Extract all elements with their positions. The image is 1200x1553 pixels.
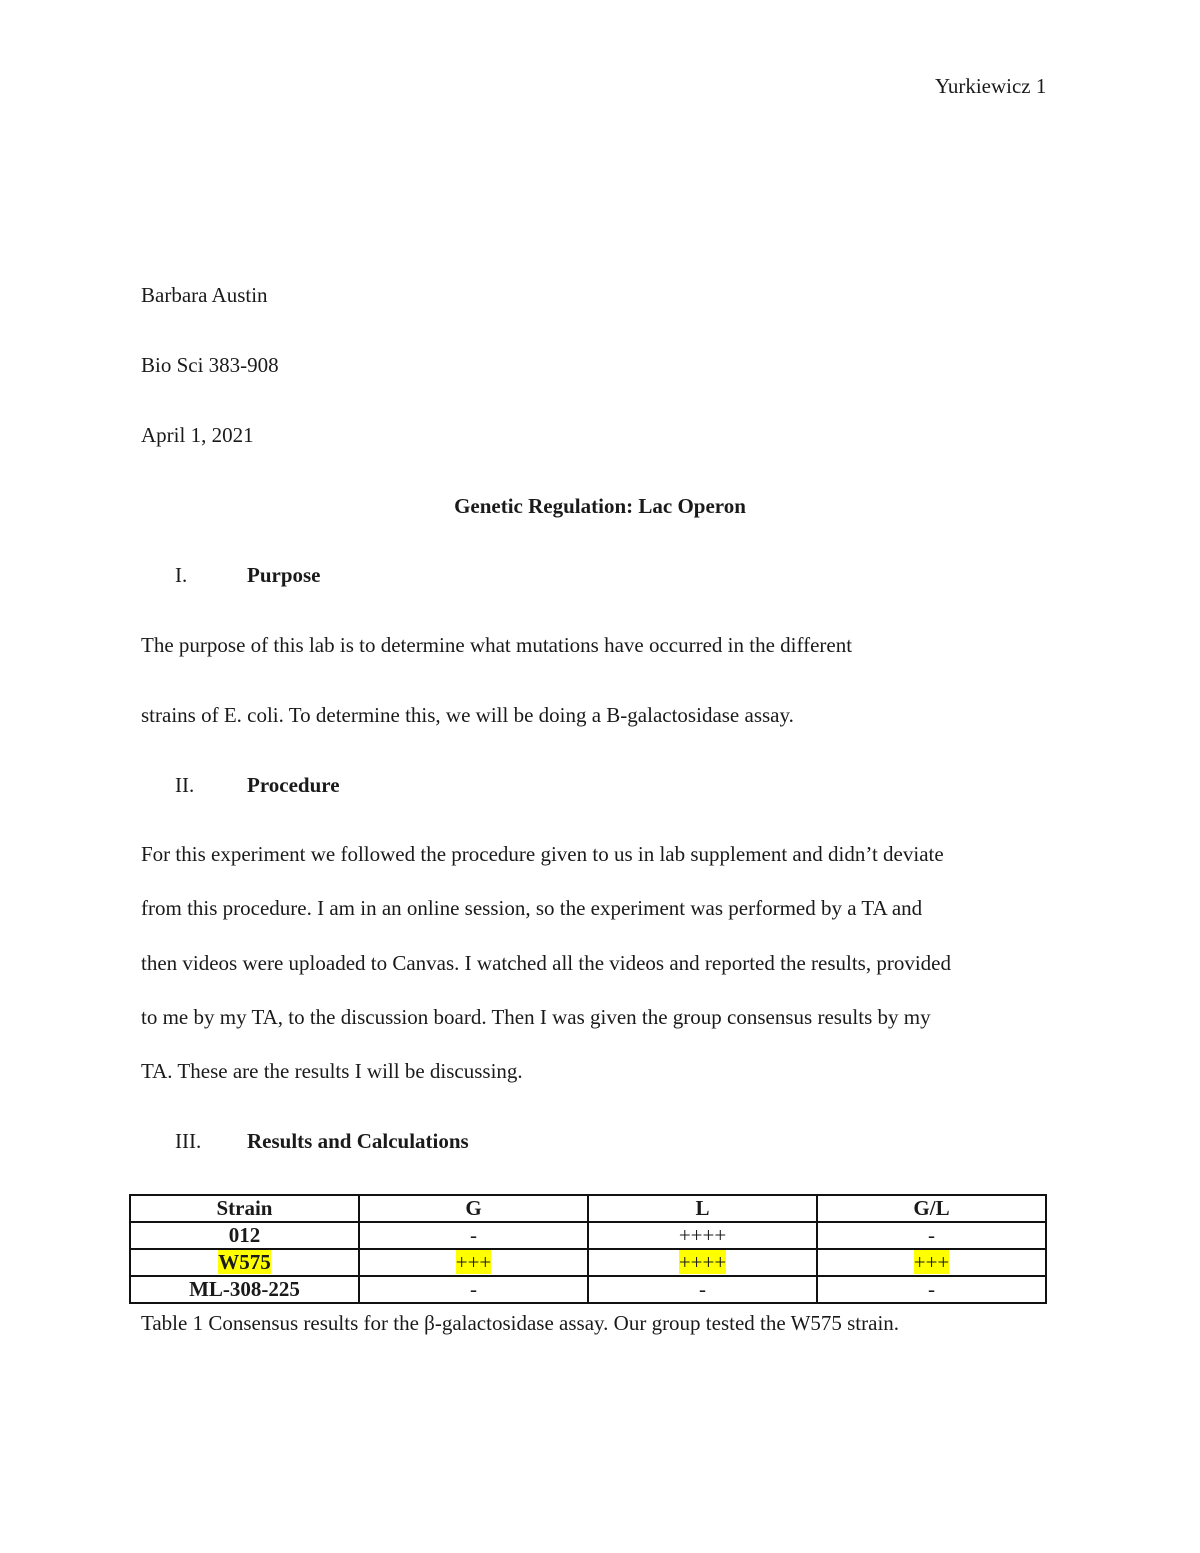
section-number-results: III. xyxy=(175,1129,202,1153)
table-cell-strain: 012 xyxy=(130,1222,359,1249)
table-header-row xyxy=(130,1195,1046,1222)
author-name: Barbara Austin xyxy=(141,283,268,307)
table-header-g: G xyxy=(359,1195,588,1222)
section-number-purpose: I. xyxy=(175,563,188,587)
table-header-gl: G/L xyxy=(817,1195,1046,1222)
procedure-line: then videos were uploaded to Canvas. I watched all the videos and reported the results, provided xyxy=(141,951,952,975)
results-table xyxy=(129,1194,1047,1304)
course-name: Bio Sci 383-908 xyxy=(141,353,279,377)
table-cell-g: - xyxy=(359,1222,588,1249)
table-cell-l xyxy=(588,1249,817,1276)
document-date: April 1, 2021 xyxy=(141,423,254,447)
highlighted-text: +++ xyxy=(455,1250,492,1274)
table-cell-g: - xyxy=(359,1276,588,1303)
section-title-procedure: Procedure xyxy=(247,773,340,797)
running-head: Yurkiewicz 1 xyxy=(935,74,1047,98)
procedure-line: For this experiment we followed the procedure given to us in lab supplement and didn’t deviate xyxy=(141,842,944,866)
table-cell-gl xyxy=(817,1249,1046,1276)
highlighted-text: W575 xyxy=(218,1250,271,1274)
table-row xyxy=(130,1249,1046,1276)
table-cell-g xyxy=(359,1249,588,1276)
table-cell-l: ++++ xyxy=(588,1222,817,1249)
table-cell-gl: - xyxy=(817,1222,1046,1249)
table-header-l: L xyxy=(588,1195,817,1222)
section-title-purpose: Purpose xyxy=(247,563,321,587)
purpose-line: The purpose of this lab is to determine what mutations have occurred in the different xyxy=(141,633,853,657)
document-title: Genetic Regulation: Lac Operon xyxy=(454,494,746,518)
section-number-procedure: II. xyxy=(175,773,195,797)
section-title-results: Results and Calculations xyxy=(247,1129,469,1153)
table-cell-strain: ML-308-225 xyxy=(130,1276,359,1303)
table-cell-gl: - xyxy=(817,1276,1046,1303)
purpose-line: strains of E. coli. To determine this, we will be doing a B-galactosidase assay. xyxy=(141,703,794,727)
procedure-line: TA. These are the results I will be discussing. xyxy=(141,1059,523,1083)
table-row xyxy=(130,1276,1046,1303)
highlighted-text: ++++ xyxy=(678,1250,727,1274)
table-cell-l: - xyxy=(588,1276,817,1303)
table-row xyxy=(130,1222,1046,1249)
procedure-line: from this procedure. I am in an online session, so the experiment was performed by a TA and xyxy=(141,896,923,920)
procedure-line: to me by my TA, to the discussion board. Then I was given the group consensus results by my xyxy=(141,1005,931,1029)
table-caption: Table 1 Consensus results for the β-galactosidase assay. Our group tested the W575 strain. xyxy=(141,1311,900,1335)
table-header-strain: Strain xyxy=(130,1195,359,1222)
table-cell-strain xyxy=(130,1249,359,1276)
highlighted-text: +++ xyxy=(913,1250,950,1274)
